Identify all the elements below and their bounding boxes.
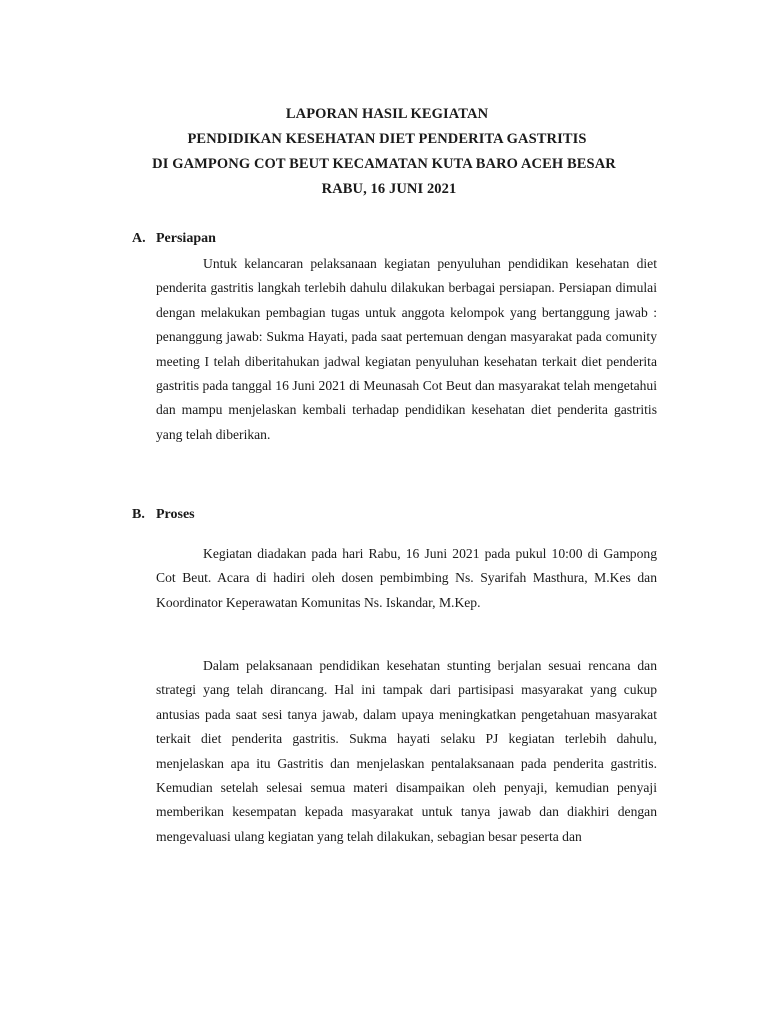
section-heading-persiapan xyxy=(132,229,216,249)
paragraph-proses-2: Dalam pelaksanaan pendidikan kesehatan stunting berjalan sesuai rencana dan strategi yang telah dirancang. Hal ini tampak dari partisipasi masyarakat yang cukup antusias pada saat sesi tanya jawab, dalam upaya meningkatkan pengetahuan masyarakat terkait diet penderita gastritis. Sukma hayati selaku PJ kegiatan terlebih dahulu, menjelaskan apa itu Gastritis dan menjelaskan pentalaksanaan pada penderita gastritis. Kemudian setelah selesai semua materi disampaikan oleh penyaji, kemudian penyaji memberikan kesempatan kepada masyarakat untuk tanya jawab dan diakhiri dengan mengevaluasi ulang kegiatan yang telah dilakukan, sebagian besar peserta dan xyxy=(156,658,657,844)
section-title: Proses xyxy=(156,507,195,522)
title-line-1: LAPORAN HASIL KEGIATAN xyxy=(285,106,489,122)
paragraph-proses-1: Kegiatan diadakan pada hari Rabu, 16 Juni 2021 pada pukul 10:00 di Gampong Cot Beut. Acara di hadiri oleh dosen pembimbing Ns. Syarifah Masthura, M.Kes dan Koordinator Keperawatan Komunitas Ns. Iskandar, M.Kep. xyxy=(156,546,657,610)
section-title: Persiapan xyxy=(156,231,216,246)
section-marker: B. xyxy=(132,507,145,522)
title-line-2: PENDIDIKAN KESEHATAN DIET PENDERITA GASTRITIS xyxy=(187,131,587,147)
section-heading-proses xyxy=(132,505,195,525)
title-line-4: RABU, 16 JUNI 2021 xyxy=(321,181,457,197)
report-title xyxy=(0,102,768,202)
paragraph-persiapan: Untuk kelancaran pelaksanaan kegiatan penyuluhan pendidikan kesehatan diet penderita gastritis langkah terlebih dahulu dilakukan berbagai persiapan. Persiapan dimulai dengan melakukan pembagian tugas untuk anggota kelompok yang bertanggung jawab : penanggung jawab: Sukma Hayati, pada saat pertemuan dengan masyarakat pada comunity meeting I telah diberitahukan jadwal kegiatan penyuluhan kesehatan terkait diet penderita gastritis pada tanggal 16 Juni 2021 di Meunasah Cot Beut dan masyarakat telah mengetahui dan mampu menjelaskan kembali terhadap pendidikan kesehatan diet penderita gastritis yang telah diberikan. xyxy=(156,256,657,442)
title-line-3: DI GAMPONG COT BEUT KECAMATAN KUTA BARO ACEH BESAR xyxy=(152,156,616,172)
section-marker: A. xyxy=(132,231,146,246)
